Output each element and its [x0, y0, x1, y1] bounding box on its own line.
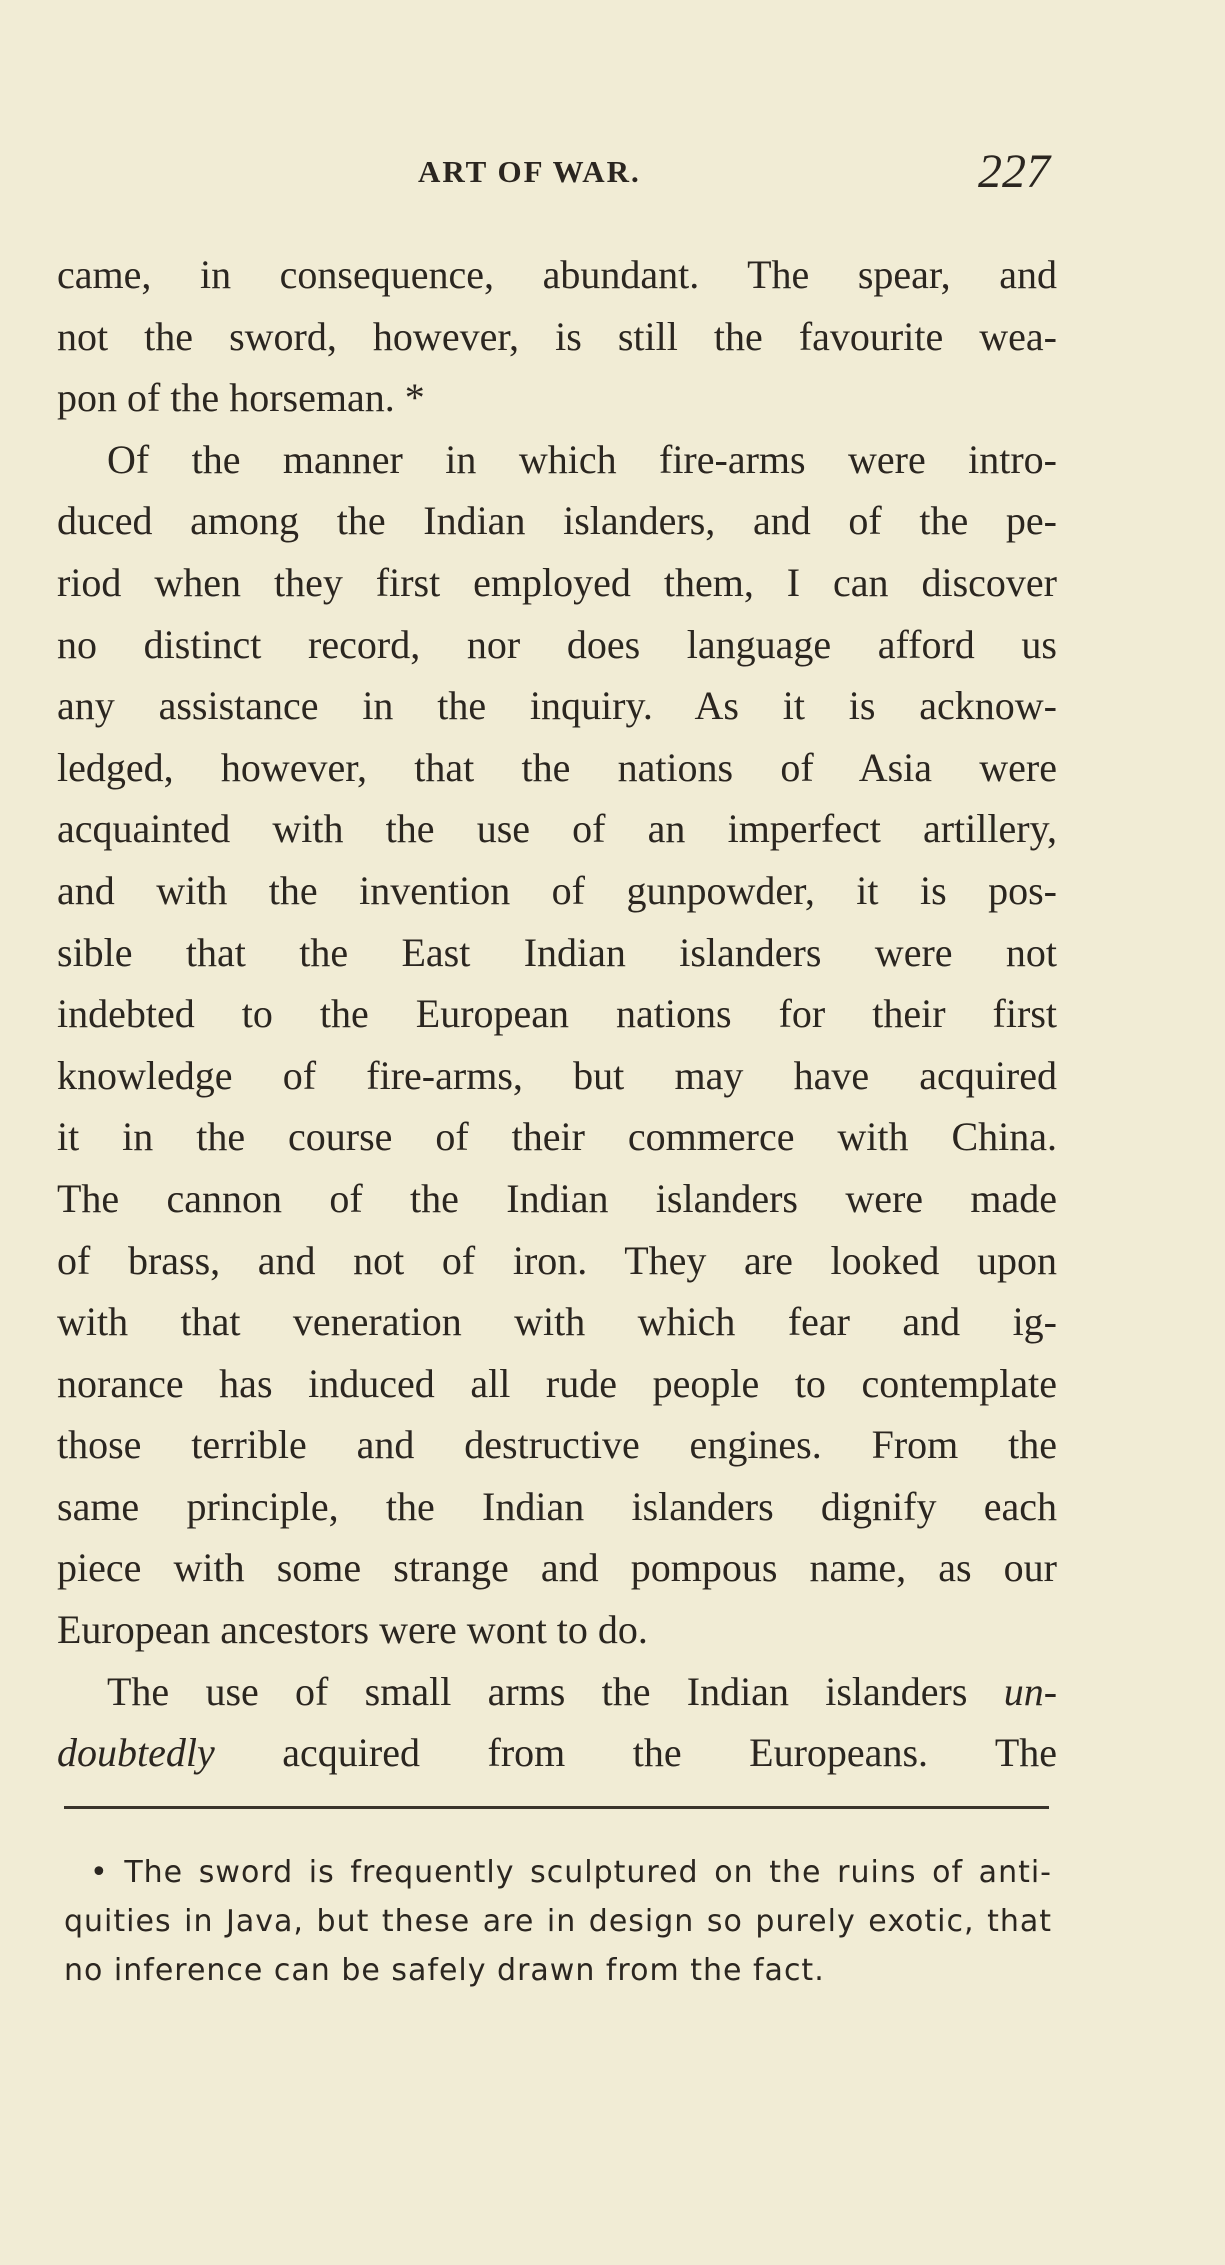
text-line: same principle, the Indian islanders dignify each — [57, 1483, 1057, 1529]
text-line: piece with some strange and pompous name, as our — [57, 1545, 1057, 1591]
text-line: duced among the Indian islanders, and of the pe- — [57, 498, 1057, 544]
italic-text: doubtedly — [57, 1730, 215, 1776]
text-line: sible that the East Indian islanders were not — [57, 929, 1057, 975]
text-line: not the sword, however, is still the favourite wea- — [57, 313, 1057, 359]
running-head — [0, 145, 1225, 200]
italic-text: un- — [1003, 1668, 1058, 1714]
text-line: pon of the horseman. * — [57, 375, 425, 421]
text-line: those terrible and destructive engines. From the — [57, 1422, 1057, 1468]
text-line — [57, 1722, 1057, 1784]
footnote — [64, 1848, 1052, 1995]
text-line: The cannon of the Indian islanders were made — [57, 1175, 1057, 1221]
text-segment: acquired from the Europeans. The — [282, 1730, 1057, 1776]
footnote-divider — [64, 1806, 1049, 1809]
text-line: came, in consequence, abundant. The spear, and — [57, 252, 1057, 297]
text-line: knowledge of fire-arms, but may have acquired — [57, 1052, 1057, 1098]
footnote-line: quities in Java, but these are in design so purely exotic, that — [64, 1904, 1052, 1939]
text-line: ledged, however, that the nations of Asia were — [57, 744, 1057, 790]
text-line: with that veneration with which fear and ig- — [57, 1299, 1057, 1345]
text-line: riod when they first employed them, I can discover — [57, 559, 1057, 605]
text-line: and with the invention of gunpowder, it is pos- — [57, 867, 1057, 913]
text-line: Of the manner in which fire-arms were intro- — [107, 436, 1057, 482]
footnote-line: no inference can be safely drawn from the fact. — [64, 1953, 825, 1988]
text-line: indebted to the European nations for their first — [57, 991, 1057, 1037]
running-head-title: ART OF WAR. — [418, 154, 641, 189]
page-number: 227 — [978, 145, 1050, 198]
text-line: no distinct record, nor does language afford us — [57, 621, 1057, 667]
text-line: acquainted with the use of an imperfect artillery, — [57, 806, 1057, 852]
text-line: it in the course of their commerce with China. — [57, 1114, 1057, 1160]
body-text — [57, 244, 1057, 1784]
footnote-line: • The sword is frequently sculptured on the ruins of anti- — [90, 1855, 1052, 1890]
text-line: any assistance in the inquiry. As it is acknow- — [57, 683, 1057, 729]
text-line — [57, 1661, 1057, 1723]
text-line: European ancestors were wont to do. — [57, 1607, 648, 1653]
text-line: of brass, and not of iron. They are looked upon — [57, 1237, 1057, 1283]
text-line: norance has induced all rude people to contemplate — [57, 1360, 1057, 1406]
text-segment: The use of small arms the Indian islanders — [107, 1668, 968, 1714]
